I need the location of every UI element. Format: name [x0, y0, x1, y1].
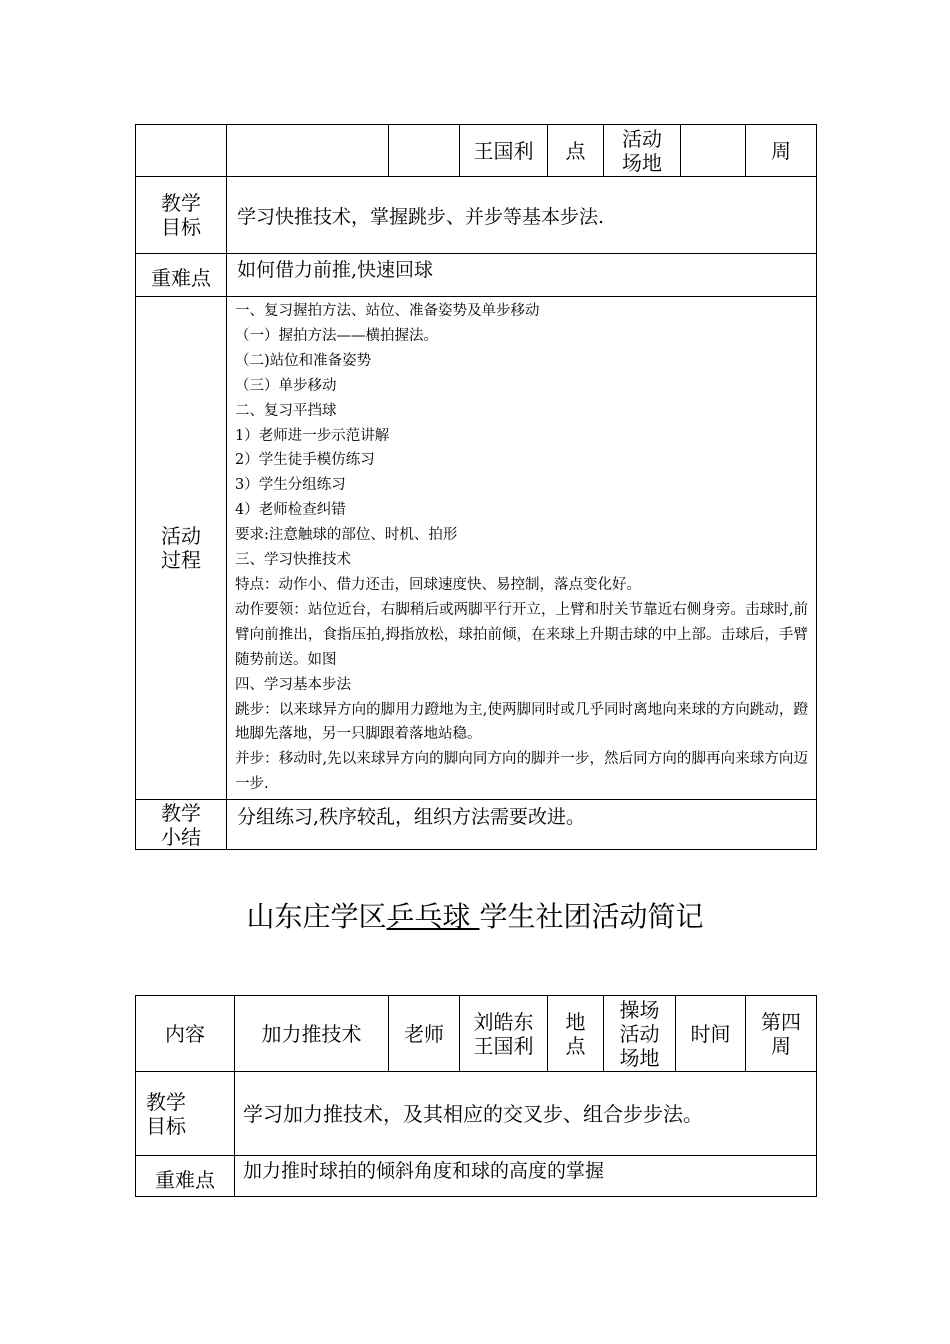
process-label: 活动 过程 [136, 297, 227, 800]
summary-row [136, 800, 817, 850]
content-value: 加力推技术 [235, 996, 389, 1072]
process-line: 1）老师进一步示范讲解 [235, 427, 390, 444]
summary-label: 教学 小结 [136, 800, 227, 850]
process-line: 2）学生徒手模仿练习 [235, 452, 375, 469]
process-line: 并步：移动时,先以来球异方向的脚向同方向的脚并一步，然后同方向的脚再向来球方向迈一步. [235, 751, 808, 793]
difficulty-label: 重难点 [136, 1156, 235, 1197]
title-suffix: 学生社团活动简记 [479, 900, 704, 933]
header-row [136, 996, 817, 1072]
process-row [136, 297, 817, 800]
process-line: （二)站位和准备姿势 [235, 352, 372, 369]
goal-row [136, 177, 817, 254]
process-line: 4）老师检查纠错 [235, 502, 346, 519]
location-label: 地 点 [548, 996, 604, 1072]
difficulty-label: 重难点 [136, 254, 227, 297]
summary-text: 分组练习,秩序较乱，组织方法需要改进。 [227, 800, 817, 850]
teacher-label: 老师 [389, 996, 460, 1072]
location-value: 活动 场地 [604, 125, 681, 177]
process-line: 四、学习基本步法 [235, 676, 351, 693]
header-cell [389, 125, 460, 177]
goal-row [136, 1072, 817, 1156]
process-line: 3）学生分组练习 [235, 477, 346, 494]
goal-text: 学习加力推技术，及其相应的交叉步、组合步步法。 [235, 1072, 817, 1156]
process-line: 特点：动作小、借力还击，回球速度快、易控制，落点变化好。 [235, 576, 641, 593]
teacher-value: 刘皓东 王国利 [460, 996, 548, 1072]
page-title [0, 895, 950, 939]
time-label: 时间 [676, 996, 746, 1072]
activity-table-1 [135, 124, 817, 850]
week-value: 第四 周 [746, 996, 817, 1072]
process-line: 一、复习握拍方法、站位、准备姿势及单步移动 [235, 303, 540, 319]
difficulty-text: 如何借力前推,快速回球 [227, 254, 817, 297]
activity-table-2 [135, 995, 817, 1197]
title-underlined: 乒乓球 [386, 900, 480, 933]
process-line: 要求:注意触球的部位、时机、拍形 [235, 527, 458, 544]
location-label: 点 [548, 125, 604, 177]
goal-text: 学习快推技术，掌握跳步、并步等基本步法. [227, 177, 817, 254]
process-line: （一）握拍方法——横拍握法。 [235, 327, 438, 344]
process-line: 二、复习平挡球 [235, 402, 337, 419]
week-value: 周 [746, 125, 817, 177]
goal-label: 教学 目标 [136, 1072, 235, 1156]
difficulty-row [136, 1156, 817, 1197]
process-line: 跳步：以来球异方向的脚用力蹬地为主,使两脚同时或几乎同时离地向来球的方向跳动，蹬地脚先落地，另一只脚跟着落地站稳。 [235, 701, 808, 743]
header-cell [136, 125, 227, 177]
goal-label: 教学 目标 [136, 177, 227, 254]
process-line: 三、学习快推技术 [235, 552, 351, 569]
process-text [227, 297, 817, 800]
header-row [136, 125, 817, 177]
header-cell [227, 125, 389, 177]
location-value: 操场 活动 场地 [604, 996, 676, 1072]
difficulty-text: 加力推时球拍的倾斜角度和球的高度的掌握 [235, 1156, 817, 1197]
process-line: 动作要领：站位近台，右脚稍后或两脚平行开立，上臂和肘关节靠近右侧身旁。击球时,前臂向前推出，食指压拍,拇指放松，球拍前倾，在来球上升期击球的中上部。击球后，手臂随势前送。如图 [235, 601, 808, 668]
content-label: 内容 [136, 996, 235, 1072]
title-prefix: 山东庄学区 [246, 900, 387, 933]
process-line: （三）单步移动 [235, 377, 337, 394]
time-label [681, 125, 746, 177]
difficulty-row [136, 254, 817, 297]
teacher-value: 王国利 [460, 125, 548, 177]
